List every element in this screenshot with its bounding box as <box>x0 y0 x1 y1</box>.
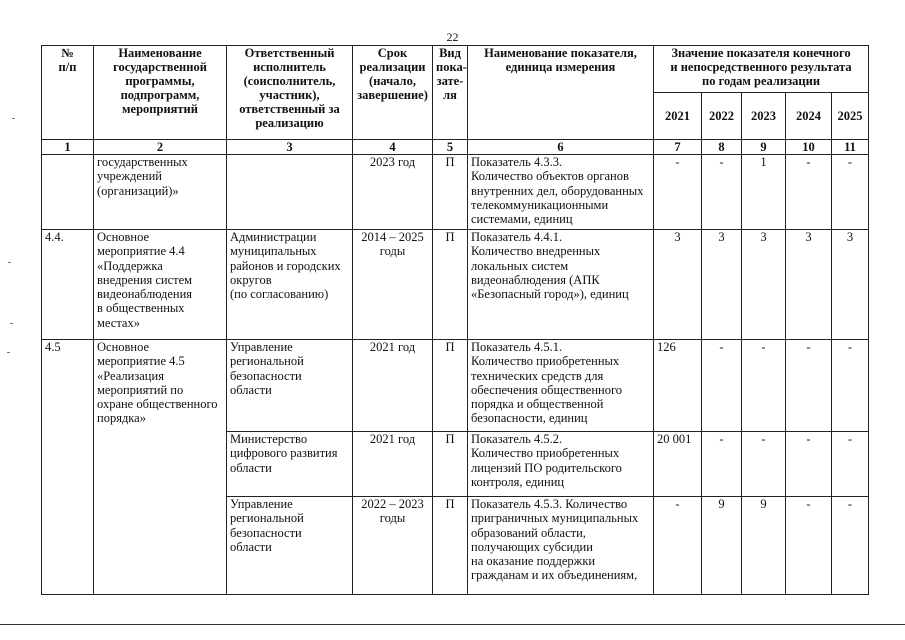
row-term: 2022 – 2023 годы <box>353 497 433 595</box>
column-number: 11 <box>832 140 869 155</box>
row-num: 4.5 <box>42 340 94 595</box>
header-term: Срок реализации (начало, завершение) <box>353 46 433 140</box>
row-value-2023: 1 <box>742 155 786 230</box>
row-value-2025: - <box>832 155 869 230</box>
row-value-2024: - <box>786 497 832 595</box>
row-value-2025: - <box>832 497 869 595</box>
page-bottom-edge <box>0 624 905 625</box>
column-number: 5 <box>433 140 468 155</box>
row-value-2025: 3 <box>832 230 869 340</box>
row-term: 2023 год <box>353 155 433 230</box>
row-term: 2021 год <box>353 432 433 497</box>
column-number: 8 <box>702 140 742 155</box>
header-values: Значение показателя конечного и непосредственного результата по годам реализации <box>654 46 869 93</box>
row-term: 2014 – 2025 годы <box>353 230 433 340</box>
page-number: 22 <box>446 30 459 44</box>
header-kind: Вид пока- зате- ля <box>433 46 468 140</box>
header-year-2021: 2021 <box>654 93 702 140</box>
row-kind: П <box>433 340 468 432</box>
row-indicator: Показатель 4.4.1. Количество внедренных локальных систем видеонаблюдения (АПК «Безопасный город»), единиц <box>468 230 654 340</box>
row-value-2023: 9 <box>742 497 786 595</box>
row-kind: П <box>433 432 468 497</box>
row-indicator: Показатель 4.5.3. Количество приграничных муниципальных образований области, получающих субсидии на оказание поддержки гражданам и их объединениям, <box>468 497 654 595</box>
header-year-2024: 2024 <box>786 93 832 140</box>
row-indicator: Показатель 4.5.1. Количество приобретенных технических средств для обеспечения общественного порядка и общественной безопасности, единиц <box>468 340 654 432</box>
row-value-2024: - <box>786 155 832 230</box>
column-number: 6 <box>468 140 654 155</box>
row-name: государственных учреждений (организаций)» <box>94 155 227 230</box>
row-value-2024: - <box>786 432 832 497</box>
row-value-2022: - <box>702 155 742 230</box>
row-executor: Управление региональной безопасности области <box>227 497 353 595</box>
column-number: 4 <box>353 140 433 155</box>
row-value-2025: - <box>832 340 869 432</box>
row-name: Основное мероприятие 4.5 «Реализация мероприятий по охране общественного порядка» <box>94 340 227 595</box>
row-value-2022: 3 <box>702 230 742 340</box>
table-row <box>42 155 869 230</box>
row-executor: Администрации муниципальных районов и городских округов (по согласованию) <box>227 230 353 340</box>
row-num: 4.4. <box>42 230 94 340</box>
row-value-2022: - <box>702 432 742 497</box>
header-year-2023: 2023 <box>742 93 786 140</box>
row-kind: П <box>433 230 468 340</box>
header-indicator: Наименование показателя, единица измерения <box>468 46 654 140</box>
column-number: 10 <box>786 140 832 155</box>
table-row <box>42 340 869 432</box>
row-value-2025: - <box>832 432 869 497</box>
column-number: 1 <box>42 140 94 155</box>
row-indicator: Показатель 4.3.3. Количество объектов органов внутренних дел, оборудованных телекоммуникационными системами, единиц <box>468 155 654 230</box>
header-num: № п/п <box>42 46 94 140</box>
row-value-2021: - <box>654 497 702 595</box>
row-executor: Управление региональной безопасности области <box>227 340 353 432</box>
indicators-table <box>41 45 869 595</box>
row-value-2022: 9 <box>702 497 742 595</box>
row-value-2023: - <box>742 340 786 432</box>
header-year-2025: 2025 <box>832 93 869 140</box>
table-row <box>42 230 869 340</box>
row-num <box>42 155 94 230</box>
scan-mark <box>10 323 13 324</box>
row-term: 2021 год <box>353 340 433 432</box>
column-number: 3 <box>227 140 353 155</box>
row-value-2022: - <box>702 340 742 432</box>
row-name: Основное мероприятие 4.4 «Поддержка внедрения систем видеонаблюдения в общественных местах» <box>94 230 227 340</box>
row-value-2024: - <box>786 340 832 432</box>
header-executor: Ответственный исполнитель (соисполнитель, участник), ответственный за реализацию <box>227 46 353 140</box>
header-name: Наименование государственной программы, подпрограмм, мероприятий <box>94 46 227 140</box>
column-number: 2 <box>94 140 227 155</box>
scan-mark <box>7 352 10 353</box>
column-number: 9 <box>742 140 786 155</box>
row-kind: П <box>433 497 468 595</box>
header-year-2022: 2022 <box>702 93 742 140</box>
row-value-2021: - <box>654 155 702 230</box>
row-executor <box>227 155 353 230</box>
row-value-2023: 3 <box>742 230 786 340</box>
row-value-2023: - <box>742 432 786 497</box>
row-value-2021: 126 <box>654 340 702 432</box>
row-executor: Министерство цифрового развития области <box>227 432 353 497</box>
column-numbers-row <box>42 140 869 155</box>
scan-mark <box>12 118 15 119</box>
row-value-2021: 3 <box>654 230 702 340</box>
row-value-2021: 20 001 <box>654 432 702 497</box>
row-value-2024: 3 <box>786 230 832 340</box>
scan-mark <box>8 262 11 263</box>
row-kind: П <box>433 155 468 230</box>
row-indicator: Показатель 4.5.2. Количество приобретенных лицензий ПО родительского контроля, единиц <box>468 432 654 497</box>
column-number: 7 <box>654 140 702 155</box>
